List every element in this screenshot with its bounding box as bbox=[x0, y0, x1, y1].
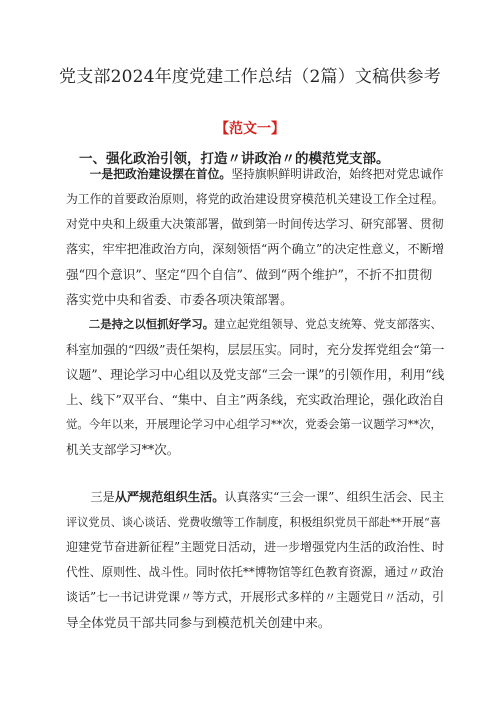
paragraph-line: 导全体党员干部共同参与到模范机关创建中来。 bbox=[66, 615, 331, 631]
paragraph-line bbox=[66, 312, 444, 337]
paragraph-line: 代性、原则性、战斗性。同时依托**博物馆等红色教育资源，通过〃政治 bbox=[66, 565, 444, 580]
section-tag: 【范文一】 bbox=[215, 121, 285, 137]
paragraph-text: 建立起党组领导、党总支统筹、党支部落实、 bbox=[214, 317, 442, 331]
paragraph-line: 上、线下”双平台、“集中、自主”两条线，充实政治理论，强化政治自 bbox=[66, 392, 445, 408]
paragraph-line: 对党中央和上级重大决策部署，做到第一时间传达学习、研究部署、贯彻 bbox=[66, 217, 444, 232]
paragraph-line: 落实党中央和省委、市委各项决策部署。 bbox=[66, 292, 293, 308]
paragraph-lead: 二是持之以恒抓好学习。 bbox=[88, 317, 215, 331]
paragraph-line: 机关支部学习**次。 bbox=[66, 442, 180, 458]
paragraph-line bbox=[66, 162, 444, 187]
paragraph-line: 议题”、理论学习中心组以及党支部“三会一课”的引领作用，利用“线 bbox=[66, 367, 445, 383]
paragraph-line: 迎建党节奋进新征程”主题党日活动，进一步增强党内生活的政治性、时 bbox=[66, 540, 445, 555]
paragraph-lead: 一是把政治建设摆在首位。 bbox=[89, 167, 232, 181]
paragraph-lead-plain: 三是 bbox=[90, 490, 115, 504]
paragraph-line: 评议党员、谈心谈话、党费收缴等工作制度，积极组织党员干部赴**开展“喜 bbox=[66, 516, 441, 530]
document-title: 党支部2024年度党建工作总结（2篇）文稿供参考 bbox=[59, 67, 441, 87]
paragraph-line: 为工作的首要政治原则，将党的政治建设贯穿模范机关建设工作全过程。 bbox=[66, 192, 444, 207]
paragraph-3 bbox=[66, 485, 444, 636]
paragraph-line: 强“四个意识”、坚定“四个自信”、做到“两个维护”，不折不扣贯彻 bbox=[66, 267, 433, 283]
paragraph-lead: 从严规范组织生活。 bbox=[114, 490, 225, 504]
paragraph-1 bbox=[66, 162, 444, 313]
paragraph-line bbox=[66, 485, 444, 510]
paragraph-line: 科室加强的“四级”责任架构，层层压实。同时，充分发挥党组会“第一 bbox=[66, 342, 445, 358]
paragraph-line: 落实，牢牢把准政治方向，深刻领悟“两个确立”的决定性意义，不断增 bbox=[66, 242, 445, 257]
section-heading: 一、强化政治引领，打造〃讲政治〃的模范党支部。 bbox=[79, 151, 390, 167]
paragraph-line: 谈话”七一书记讲党课〃等方式，开展形式多样的〃主题党日〃活动，引 bbox=[66, 590, 445, 605]
paragraph-text: 坚持旗帜鲜明讲政治，始终把对党忠诚作 bbox=[231, 167, 444, 181]
paragraph-text: 认真落实“三会一课”、组织生活会、民主 bbox=[224, 490, 445, 504]
paragraph-2 bbox=[66, 312, 444, 463]
paragraph-line: 觉。今年以来，开展理论学习中心组学习**次，党委会第一议题学习**次， bbox=[66, 417, 442, 432]
